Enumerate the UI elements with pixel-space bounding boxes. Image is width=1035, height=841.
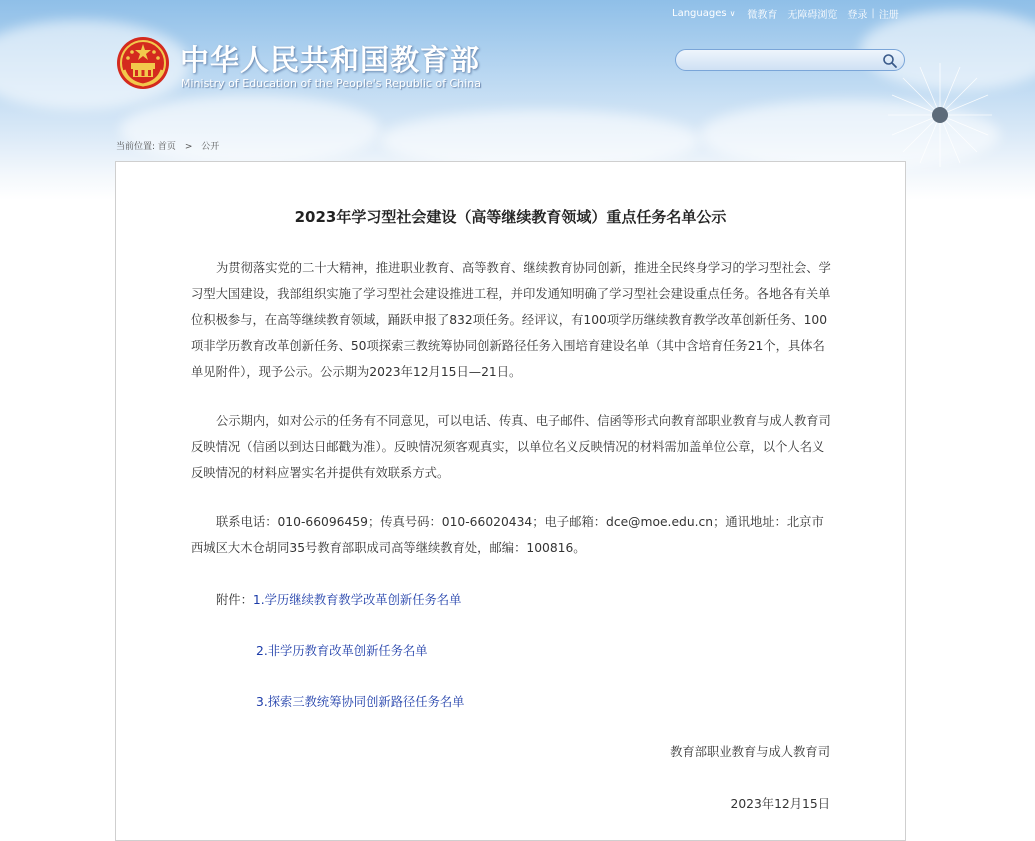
dandelion-decoration (880, 55, 1000, 175)
article-paragraph: 公示期内，如对公示的任务有不同意见，可以电话、传真、电子邮件、信函等形式向教育部职业教育与成人教育司反映情况（信函以到达日邮戳为准）。反映情况须客观真实，以单位名义反映情况的材料需加盖单位公章，以个人名义反映情况的材料应署实名并提供有效联系方式。 (191, 414, 831, 480)
register-link[interactable]: 注册 (878, 9, 899, 21)
accessibility-link[interactable]: 无障碍浏览 (787, 9, 838, 21)
article-container (115, 161, 906, 841)
breadcrumb-home[interactable]: 首页 (157, 142, 176, 152)
site-subtitle: Ministry of Education of the People's Republic of China (181, 77, 481, 90)
link-separator: | (871, 7, 875, 19)
article-paragraph: 为贯彻落实党的二十大精神，推进职业教育、高等教育、继续教育协同创新，推进全民终身学习的学习型社会、学习型大国建设，我部组织实施了学习型社会建设推进工程，并印发通知明确了学习型社会建设重点任务。各地各有关单位积极参与，在高等继续教育领域，踊跃申报了832项任务。经评议，有100项学历继续教育教学改革创新任务、100项非学历教育改革创新任务、50项探索三教统筹协同创新路径任务入围培育建设名单（其中含培育任务21个，具体名单见附件），现予公示。公示期为2023年12月15日—21日。 (191, 261, 831, 379)
cloud-decoration (120, 95, 380, 165)
attachments-label: 附件： (216, 593, 253, 607)
login-link[interactable]: 登录 (847, 9, 868, 21)
languages-menu[interactable] (672, 8, 735, 19)
national-emblem-icon (116, 36, 170, 90)
languages-label: Languages (672, 7, 727, 19)
breadcrumb (116, 139, 219, 152)
search-box (675, 49, 905, 71)
article-date: 2023年12月15日 (730, 797, 830, 811)
attachment-row (256, 641, 428, 659)
breadcrumb-label: 当前位置: (116, 142, 156, 152)
weibo-link[interactable]: 微教育 (747, 9, 778, 21)
search-icon[interactable] (882, 53, 898, 69)
attachment-row (216, 590, 461, 608)
chevron-down-icon: ∨ (729, 8, 736, 18)
search-input[interactable] (686, 52, 880, 70)
article-signature: 教育部职业教育与成人教育司 (670, 745, 830, 759)
breadcrumb-public[interactable]: 公开 (201, 142, 220, 152)
chevron-right-icon: > (184, 142, 193, 152)
article-title: 2023年学习型社会建设（高等继续教育领域）重点任务名单公示 (294, 208, 727, 226)
attachment-link-3[interactable]: 3.探索三教统筹协同创新路径任务名单 (256, 695, 465, 709)
attachment-row (256, 692, 464, 710)
attachment-link-2[interactable]: 2.非学历教育改革创新任务名单 (256, 644, 428, 658)
attachment-link-1[interactable]: 1.学历继续教育教学改革创新任务名单 (252, 593, 462, 607)
site-title[interactable]: 中华人民共和国教育部 (180, 43, 481, 77)
top-links (672, 6, 899, 20)
article-paragraph: 联系电话：010-66096459；传真号码：010-66020434；电子邮箱：dce@moe.edu.cn；通讯地址：北京市西城区大木仓胡同35号教育部职成司高等继续教育处，邮编：100816。 (191, 515, 824, 555)
